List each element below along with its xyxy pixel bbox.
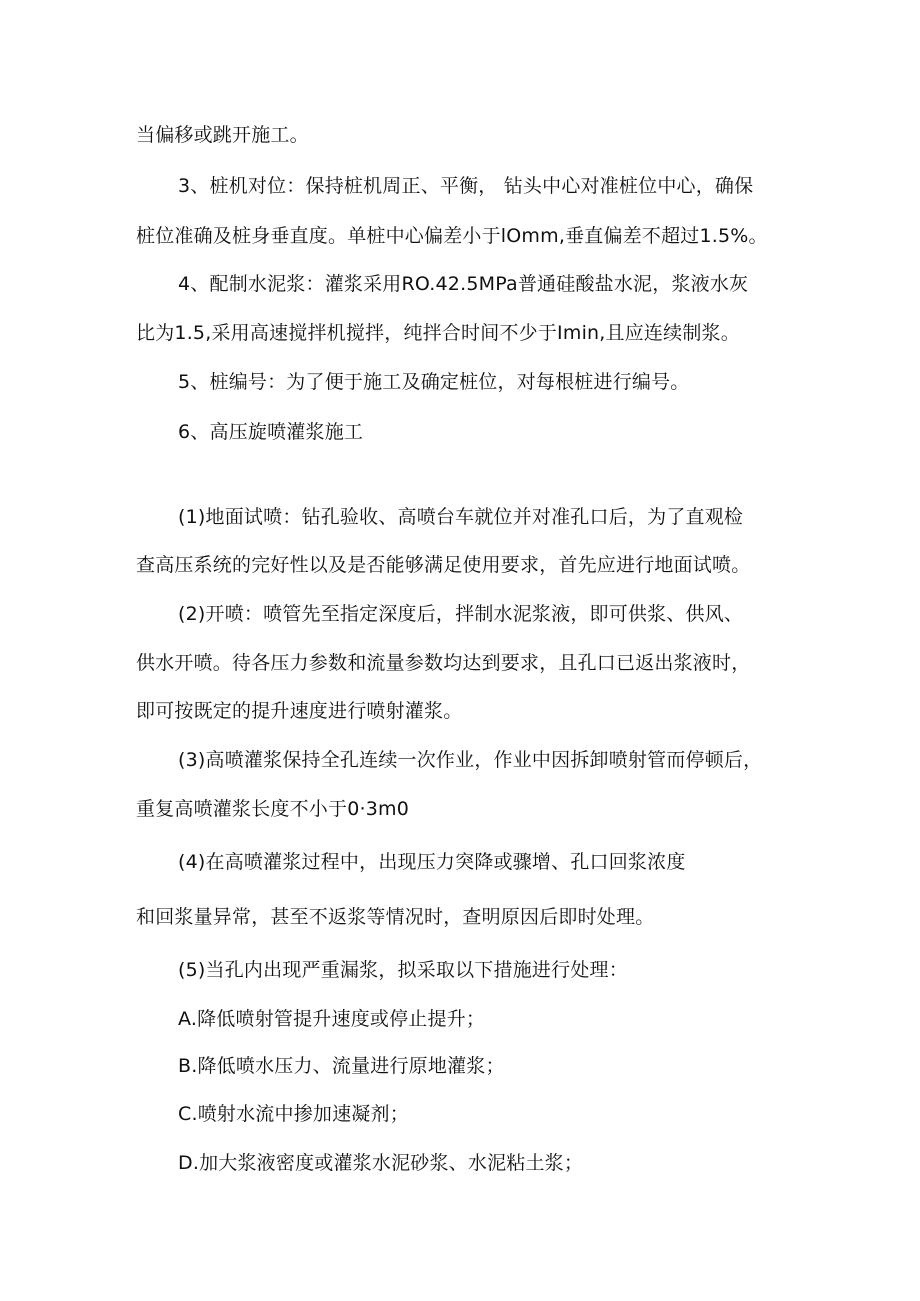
list-item: D.加大浆液密度或灌浆水泥砂浆、水泥粘土浆；	[178, 1152, 584, 1174]
text-line: 重复高喷灌浆长度不小于0·3m0	[136, 798, 410, 820]
text-line: (1)地面试喷：钻孔验收、高喷台车就位并对准孔口后，为了直观检	[178, 506, 744, 528]
section-heading: 6、高压旋喷灌浆施工	[178, 421, 364, 443]
text-line: 3、桩机对位：保持桩机周正、平衡， 钻头中心对准桩位中心，确保	[178, 175, 754, 197]
text-line: (3)高喷灌浆保持全孔连续一次作业，作业中因拆卸喷射管而停顿后，	[178, 749, 763, 771]
text-line: 比为1.5,采用高速搅拌机搅拌，纯拌合时间不少于Imin,且应连续制浆。	[136, 322, 740, 344]
text-line: 4、配制水泥浆：灌浆采用RO.42.5MPa普通硅酸盐水泥，浆液水灰	[178, 273, 749, 295]
text-line: 桩位准确及桩身垂直度。单桩中心偏差小于lOmm,垂直偏差不超过1.5%。	[136, 225, 768, 247]
text-line: (4)在高喷灌浆过程中，出现压力突降或骤增、孔口回浆浓度	[178, 851, 686, 873]
text-line: (2)开喷：喷管先至指定深度后，拌制水泥浆液，即可供浆、供风、	[178, 603, 744, 625]
text-line: 供水开喷。待各压力参数和流量参数均达到要求，且孔口已返出浆液时，	[136, 652, 751, 674]
text-line: 查高压系统的完好性以及是否能够满足使用要求，首先应进行地面试喷。	[136, 554, 751, 576]
list-item: C.喷射水流中掺加速凝剂；	[178, 1103, 409, 1125]
list-item: A.降低喷射管提升速度或停止提升；	[178, 1008, 486, 1030]
text-line: 即可按既定的提升速度进行喷射灌浆。	[136, 700, 463, 722]
text-line: 5、桩编号：为了便于施工及确定桩位，对每根桩进行编号。	[178, 371, 690, 393]
list-item: B.降低喷水压力、流量进行原地灌浆；	[178, 1055, 505, 1077]
text-line: 当偏移或跳开施工。	[136, 124, 309, 146]
text-line: (5)当孔内出现严重漏浆，拟采取以下措施进行处理：	[178, 959, 628, 981]
text-line: 和回浆量异常，甚至不返浆等情况时，查明原因后即时处理。	[136, 906, 655, 928]
